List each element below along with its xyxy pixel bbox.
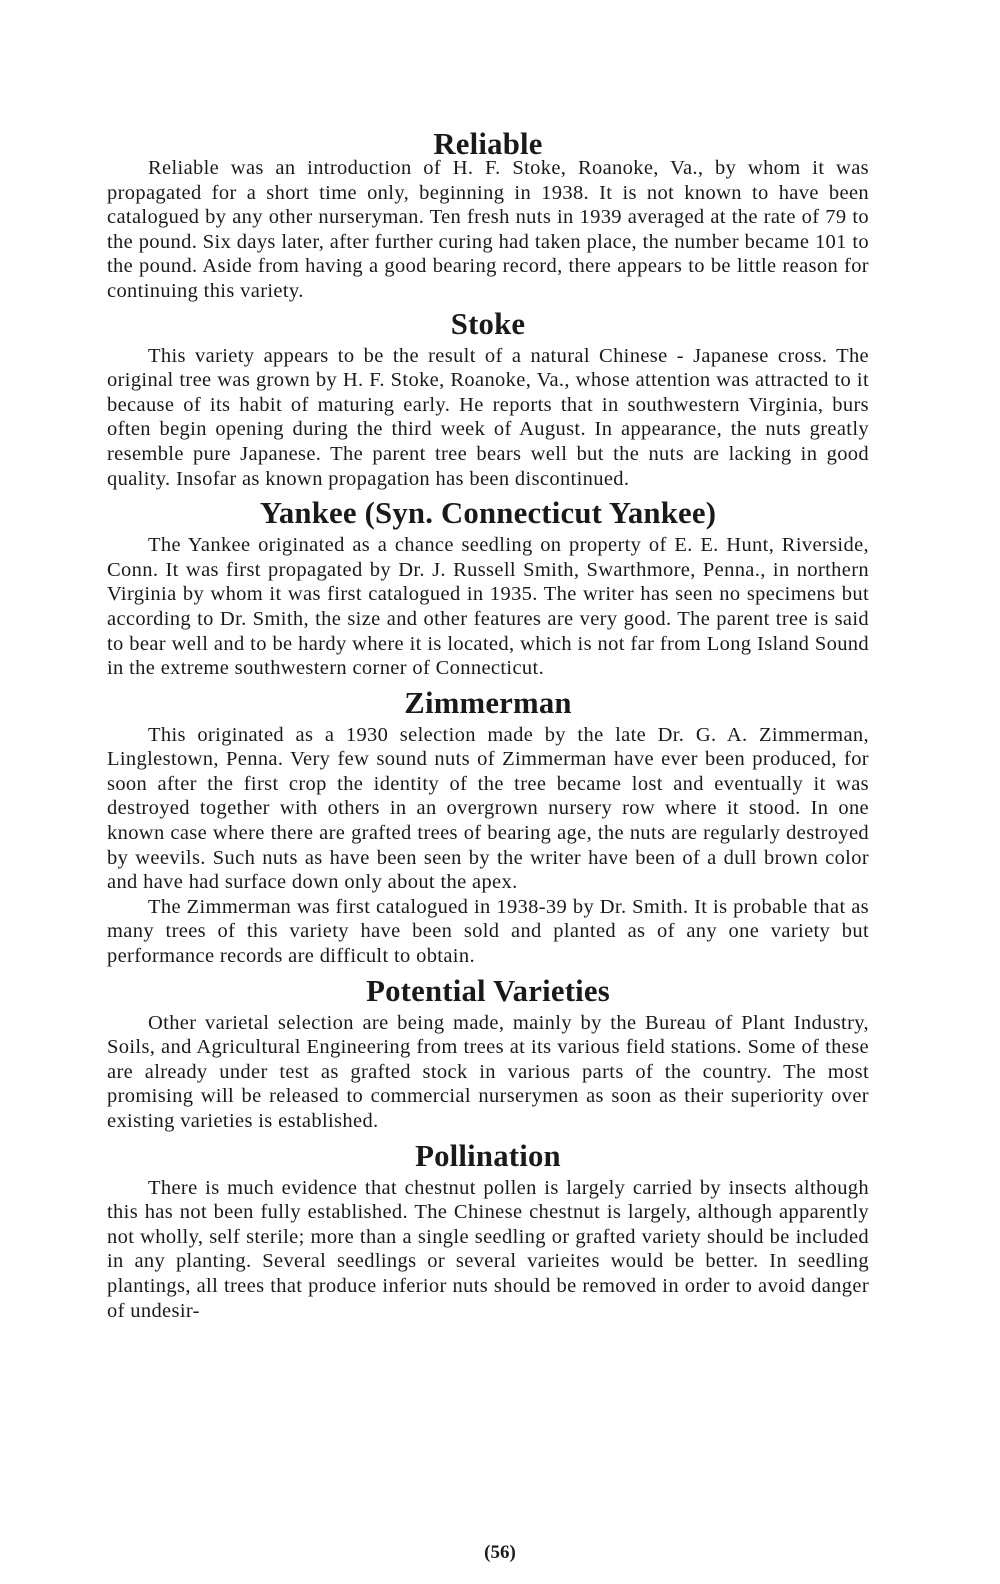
paragraph-reliable: Reliable was an introduction of H. F. Stoke, Roanoke, Va., by whom it was propagated for a short time only, beginning in 1938. It is not known to have been catalogued by any other nurseryman. Ten fresh nuts in 1939 averaged at the rate of 79 to the pound. Six days later, after further curing had taken place, the number became 101 to the pound. Aside from having a good bearing record, there appears to be little reason for continuing this variety. xyxy=(107,157,869,302)
paragraph-pollination: There is much evidence that chestnut pollen is largely carried by insects although this has not been fully established. The Chinese chestnut is largely, although apparently not wholly, self sterile; more than a single seedling or grafted variety should be included in any planting. Several seedlings or several varieites would be better. In seedling plantings, all trees that produce inferior nuts should be removed in order to avoid danger of undesir- xyxy=(107,1176,869,1322)
section-heading-reliable: Reliable xyxy=(433,127,543,161)
document-page xyxy=(107,127,869,1323)
section-heading-zimmerman: Zimmerman xyxy=(404,685,572,720)
page-number: (56) xyxy=(484,1542,516,1563)
paragraph-zimmerman-1: This originated as a 1930 selection made by the late Dr. G. A. Zimmerman, Linglestown, Penna. Very few sound nuts of Zimmerman have ever been produced, for soon after the first crop the identity of the tree became lost and eventually it was destroyed together with others in an overgrown nursery row where it stood. In one known case where there are grafted trees of bearing age, the nuts are regularly destroyed by weevils. Such nuts as have been seen by the writer have been of a dull brown color and have had surface down only about the apex. xyxy=(107,723,869,894)
section-heading-potential-varieties: Potential Varieties xyxy=(366,973,610,1008)
section-heading-pollination: Pollination xyxy=(415,1138,561,1173)
section-heading-stoke: Stoke xyxy=(450,306,526,341)
paragraph-zimmerman-2: The Zimmerman was first catalogued in 1938-39 by Dr. Smith. It is probable that as many trees of this variety have been sold and planted as of any one variety but performance records are difficult to obtain. xyxy=(107,895,869,968)
paragraph-yankee: The Yankee originated as a chance seedling on property of E. E. Hunt, Riverside, Conn. It was first propagated by Dr. J. Russell Smith, Swarthmore, Penna., in northern Virginia by whom it was first catalogued in 1935. The writer has seen no specimens but according to Dr. Smith, the size and other features are very good. The parent tree is said to bear well and to be hardy where it is located, which is not far from Long Island Sound in the extreme southwestern corner of Connecticut. xyxy=(107,534,869,680)
section-heading-yankee: Yankee (Syn. Connecticut Yankee) xyxy=(259,496,717,531)
paragraph-stoke: This variety appears to be the result of a natural Chinese - Japanese cross. The original tree was grown by H. F. Stoke, Roanoke, Va., whose attention was attracted to it because of its habit of maturing early. He reports that in southwestern Virginia, burs often begin opening during the third week of August. In appearance, the nuts greatly resemble pure Japanese. The parent tree bears well but the nuts are lacking in good quality. Insofar as known propagation has been discontinued. xyxy=(107,344,869,490)
paragraph-potential-varieties: Other varietal selection are being made, mainly by the Bureau of Plant Industry, Soils, and Agricultural Engineering from trees at its various field stations. Some of these are already under test as grafted stock in various parts of the country. The most promising will be released to commercial nurserymen as soon as their superiority over existing varieties is established. xyxy=(107,1011,869,1132)
